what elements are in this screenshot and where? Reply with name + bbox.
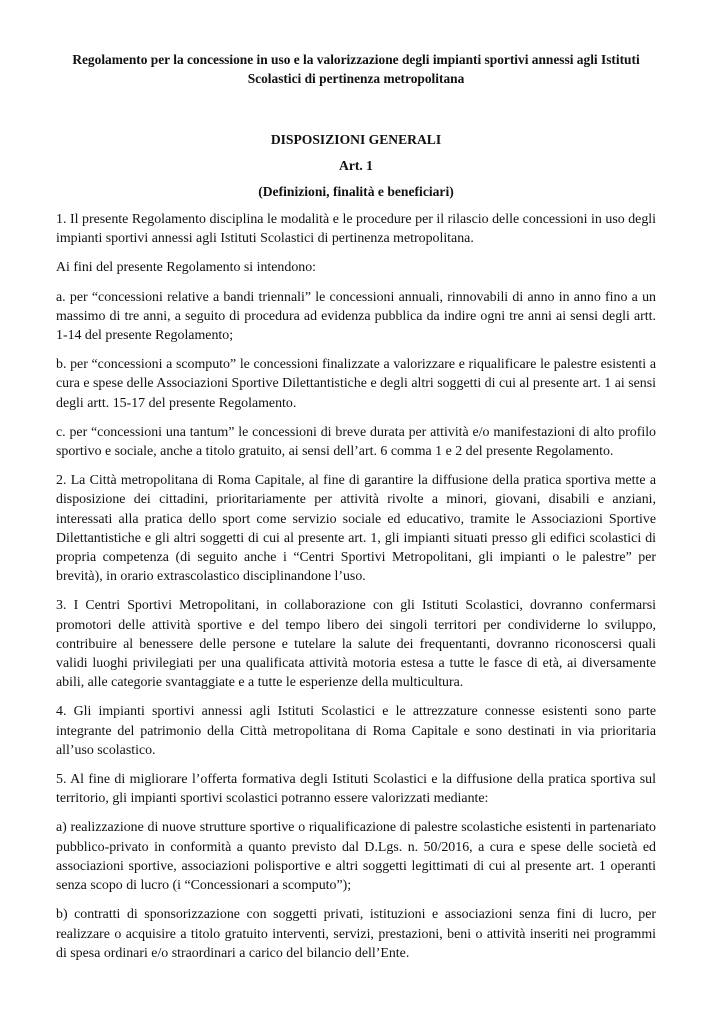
document-title: Regolamento per la concessione in uso e la valorizzazione degli impianti sportivi annessi agli Istituti Scolastici di pertinenza metropolitana bbox=[72, 52, 640, 86]
paragraph-3: 3. I Centri Sportivi Metropolitani, in collaborazione con gli Istituti Scolastici, dovranno confermarsi promotori delle attività sportive e del tempo libero dei singoli territori per condividerne lo sviluppo, contribuire al benessere delle persone e tutelare la salute dei frequentanti, dovranno riconoscersi quali validi luoghi privilegiati per una qualificata attività motoria estesa a tutte le fasce di età, ai diversamente abili, alle categorie svantaggiate e a tutte le esperienze della multicultura. bbox=[56, 598, 656, 691]
paragraph-1: 1. Il presente Regolamento disciplina le modalità e le procedure per il rilascio delle concessioni in uso degli impianti sportivi annessi agli Istituti Scolastici di pertinenza metropolitana. bbox=[56, 212, 656, 247]
document-page bbox=[56, 50, 656, 973]
paragraph-definition-b: b. per “concessioni a scomputo” le concessioni finalizzate a valorizzare e riqualificare le palestre esistenti a cura e spese delle Associazioni Sportive Dilettantistiche e degli altri soggetti di cui al presente art. 1 ai sensi degli artt. 15-17 del presente Regolamento. bbox=[56, 357, 656, 411]
paragraph-5: 5. Al fine di migliorare l’offerta formativa degli Istituti Scolastici e la diffusione della pratica sportiva sul territorio, gli impianti sportivi scolastici potranno essere valorizzati mediante: bbox=[56, 772, 656, 807]
paragraph-definitions-intro: Ai fini del presente Regolamento si intendono: bbox=[56, 260, 317, 276]
paragraph-definition-a: a. per “concessioni relative a bandi triennali” le concessioni annuali, rinnovabili di anno in anno fino a un massimo di tre anni, a seguito di procedura ad evidenza pubblica da indire ogni tre anni ai sensi degli artt. 1-14 del presente Regolamento; bbox=[56, 289, 656, 344]
section-heading: DISPOSIZIONI GENERALI bbox=[270, 132, 442, 147]
paragraph-2: 2. La Città metropolitana di Roma Capitale, al fine di garantire la diffusione della pratica sportiva mette a disposizione dei cittadini, prioritariamente per attività rivolte a minori, giovani, disabili e anziani, interessati alla pratica dello sport come servizio sociale ed educativo, tramite le Associazioni Sportive Dilettantistiche e gli altri soggetti di cui al presente art. 1, gli impianti situati presso gli edifici scolastici di propria competenza (di seguito anche i “Centri Sportivi Metropolitani, gli impianti o le palestre” per brevità), in orario extrascolastico disciplinandone l’uso. bbox=[56, 473, 656, 585]
article-number: Art. 1 bbox=[339, 158, 373, 173]
paragraph-4: 4. Gli impianti sportivi annessi agli Istituti Scolastici e le attrezzature connesse esistenti sono parte integrante del patrimonio della Città metropolitana di Roma Capitale e sono destinati in via prioritaria all’uso scolastico. bbox=[56, 704, 656, 758]
paragraph-5-b: b) contratti di sponsorizzazione con soggetti privati, istituzioni e associazioni senza fini di lucro, per realizzare o acquisire a titolo gratuito interventi, servizi, prestazioni, beni o attività inseriti nei programmi di spesa ordinari e/o straordinari a carico del bilancio dell’Ente. bbox=[56, 907, 656, 961]
paragraph-5-a: a) realizzazione di nuove strutture sportive o riqualificazione di palestre scolastiche esistenti in partenariato pubblico-privato in conformità a quanto previsto dal D.Lgs. n. 50/2016, a cura e spese delle società ed associazioni sportive, associazioni polisportive e altri soggetti legittimati di cui al presente art. 1 operanti senza scopo di lucro (i “Concessionari a scomputo”); bbox=[56, 820, 656, 894]
paragraph-definition-c: c. per “concessioni una tantum” le concessioni di breve durata per attività e/o manifestazioni di alto profilo sportivo e sociale, anche a titolo gratuito, ai sensi dell’art. 6 comma 1 e 2 del presente Regolamento. bbox=[56, 424, 656, 460]
article-title: (Definizioni, finalità e beneficiari) bbox=[258, 184, 454, 199]
